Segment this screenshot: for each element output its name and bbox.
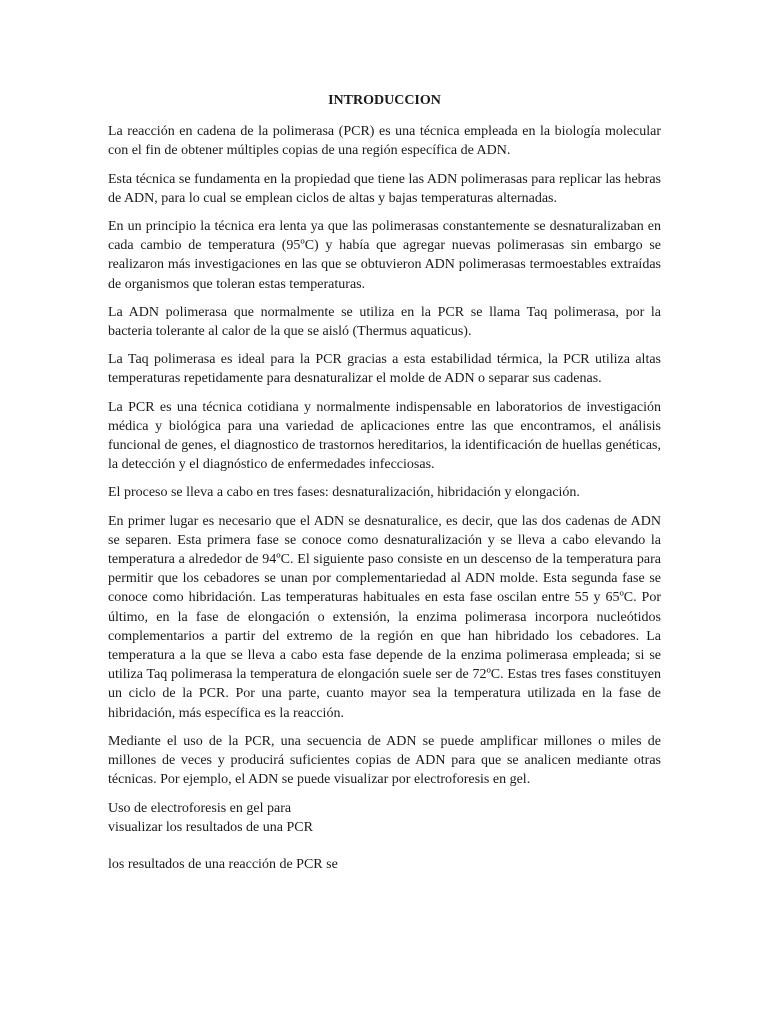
paragraph-pcr-definition: La reacción en cadena de la polimerasa (PCR) es una técnica empleada en la biología molecular con el fin de obtener múltiples copias de una región específica de ADN. <box>108 124 661 159</box>
document-page <box>108 91 661 874</box>
spacer <box>108 837 661 855</box>
trailing-text: los resultados de una reacción de PCR se <box>108 856 338 872</box>
document-title: INTRODUCCION <box>328 93 441 108</box>
paragraph-amplification: Mediante el uso de la PCR, una secuencia de ADN se puede amplificar millones o miles de millones de veces y producirá suficientes copias de ADN para que se analicen mediante otras técnicas. Por ejemplo, el ADN se puede visualizar por electroforesis en gel. <box>108 733 661 788</box>
paragraph-applications: La PCR es una técnica cotidiana y normalmente indispensable en laboratorios de investigación médica y biológica para una variedad de aplicaciones entre las que encontramos, el análisis funcional de genes, el diagnostico de trastornos hereditarios, la identificación de huellas genéticas, la detección y el diagnóstico de enfermedades infecciosas. <box>108 399 661 473</box>
paragraph-history: En un principio la técnica era lenta ya que las polimerasas constantemente se desnaturalizaban en cada cambio de temperatura (95ºC) y había que agregar nuevas polimerasas sin embargo se realizaron más investigaciones en las que se obtuvieron ADN polimerasas termoestables extraídas de organismos que toleran estas temperaturas. <box>108 219 661 292</box>
paragraph-three-phases: El proceso se lleva a cabo en tres fases: desnaturalización, hibridación y elongación. <box>108 485 580 501</box>
paragraph-technique-basis: Esta técnica se fundamenta en la propiedad que tiene las ADN polimerasas para replicar las hebras de ADN, para lo cual se emplean ciclos de altas y bajas temperaturas alternadas. <box>108 171 661 206</box>
caption-line-1: Uso de electroforesis en gel para <box>108 800 292 816</box>
caption-line-2: visualizar los resultados de una PCR <box>108 819 313 835</box>
paragraph-taq-polymerase: La ADN polimerasa que normalmente se utiliza en la PCR se llama Taq polimerasa, por la bacteria tolerante al calor de la que se aisló (Thermus aquaticus). <box>108 304 661 340</box>
paragraph-thermal-stability: La Taq polimerasa es ideal para la PCR gracias a esta estabilidad térmica, la PCR utiliza altas temperaturas repetidamente para desnaturalizar el molde de ADN o separar sus cadenas. <box>108 352 661 387</box>
figure-caption <box>108 799 661 837</box>
paragraph-phase-details: En primer lugar es necesario que el ADN se desnaturalice, es decir, que las dos cadenas de ADN se separen. Esta primera fase se conoce como desnaturalización y se lleva a cabo elevando la temperatura a alrededor de 94ºC. El siguiente paso consiste en un descenso de la temperatura para permitir que los cebadores se unan por complementariedad al ADN molde. Esta segunda fase se conoce como hibridación. Las temperaturas habituales en esta fase oscilan entre 55 y 65ºC. Por último, en la fase de elongación o extensión, la enzima polimerasa incorpora nucleótidos complementarios a partir del extremo de la región en que han hibridado los cebadores. La temperatura a la que se lleva a cabo esta fase depende de la enzima polimerasa empleada; si se utiliza Taq polimerasa la temperatura de elongación suele ser de 72ºC. Estas tres fases constituyen un ciclo de la PCR. Por una parte, cuanto mayor sea la temperatura utilizada en la fase de hibridación, más específica es la reacción. <box>108 513 661 721</box>
